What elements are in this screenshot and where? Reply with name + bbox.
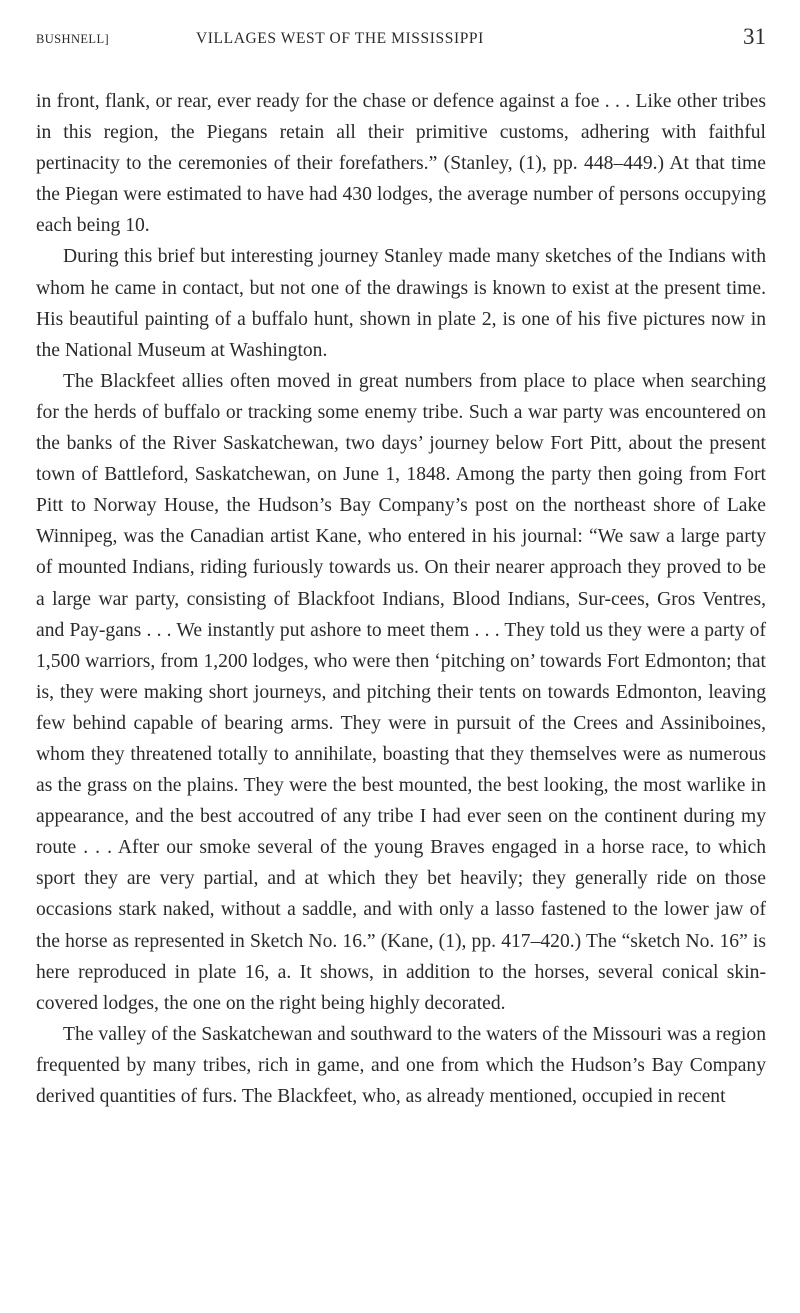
running-head (36, 0, 766, 52)
paragraph: During this brief but interesting journey Stanley made many sketches of the Indians with whom he came in contact, but not one of the drawings is known to exist at the present time. His beautiful painting of a buffalo hunt, shown in plate 2, is one of his five pictures now in the National Museum at Washington. (36, 246, 766, 361)
book-page (36, 0, 766, 1112)
paragraph: in front, flank, or rear, ever ready for the chase or defence against a foe . . . Like other tribes in this region, the Piegans retain all their primitive customs, adhering with faithful pertinacity to the ceremonies of their forefathers.” (Stanley, (1), pp. 448–449.) At that time the Piegan were estimated to have had 430 lodges, the average number of persons occupying each being 10. (36, 91, 766, 237)
body-text (36, 86, 766, 1112)
running-head-author: BUSHNELL] (36, 32, 110, 46)
paragraph: The Blackfeet allies often moved in great numbers from place to place when searching for the herds of buffalo or tracking some enemy tribe. Such a war party was encountered on the banks of the River Saskatchewan, two days’ journey below Fort Pitt, about the present town of Battleford, Saskatchewan, on June 1, 1848. Among the party then going from Fort Pitt to Norway House, the Hudson’s Bay Company’s post on the northeast shore of Lake Winnipeg, was the Canadian artist Kane, who entered in his journal: “We saw a large party of mounted Indians, riding furiously towards us. On their nearer approach they proved to be a large war party, consisting of Blackfoot Indians, Blood Indians, Sur-cees, Gros Ventres, and Pay-gans . . . We instantly put ashore to meet them . . . They told us they were a party of 1,500 warriors, from 1,200 lodges, who were then ‘pitching on’ towards Fort Edmonton; that is, they were making short journeys, and pitching their tents on towards Edmonton, leaving few behind capable of bearing arms. They were in pursuit of the Crees and Assiniboines, whom they threatened totally to annihilate, boasting that they themselves were as numerous as the grass on the plains. They were the best mounted, the best looking, the most warlike in appearance, and the best accoutred of any tribe I had ever seen on the continent during my route . . . After our smoke several of the young Braves engaged in a horse race, to which sport they are very partial, and at which they bet heavily; they generally ride on those occasions stark naked, without a saddle, and with only a lasso fastened to the lower jaw of the horse as represented in Sketch No. 16.” (Kane, (1), pp. 417–420.) The “sketch No. 16” is here reproduced in plate 16, a. It shows, in addition to the horses, several conical skin-covered lodges, the one on the right being highly decorated. (36, 370, 766, 1014)
paragraph: The valley of the Saskatchewan and southward to the waters of the Missouri was a region frequented by many tribes, rich in game, and one from which the Hudson’s Bay Company derived quantities of furs. The Blackfeet, who, as already mentioned, occupied in recent (36, 1023, 766, 1107)
page-number: 31 (743, 24, 766, 49)
running-head-title: VILLAGES WEST OF THE MISSISSIPPI (196, 30, 484, 47)
